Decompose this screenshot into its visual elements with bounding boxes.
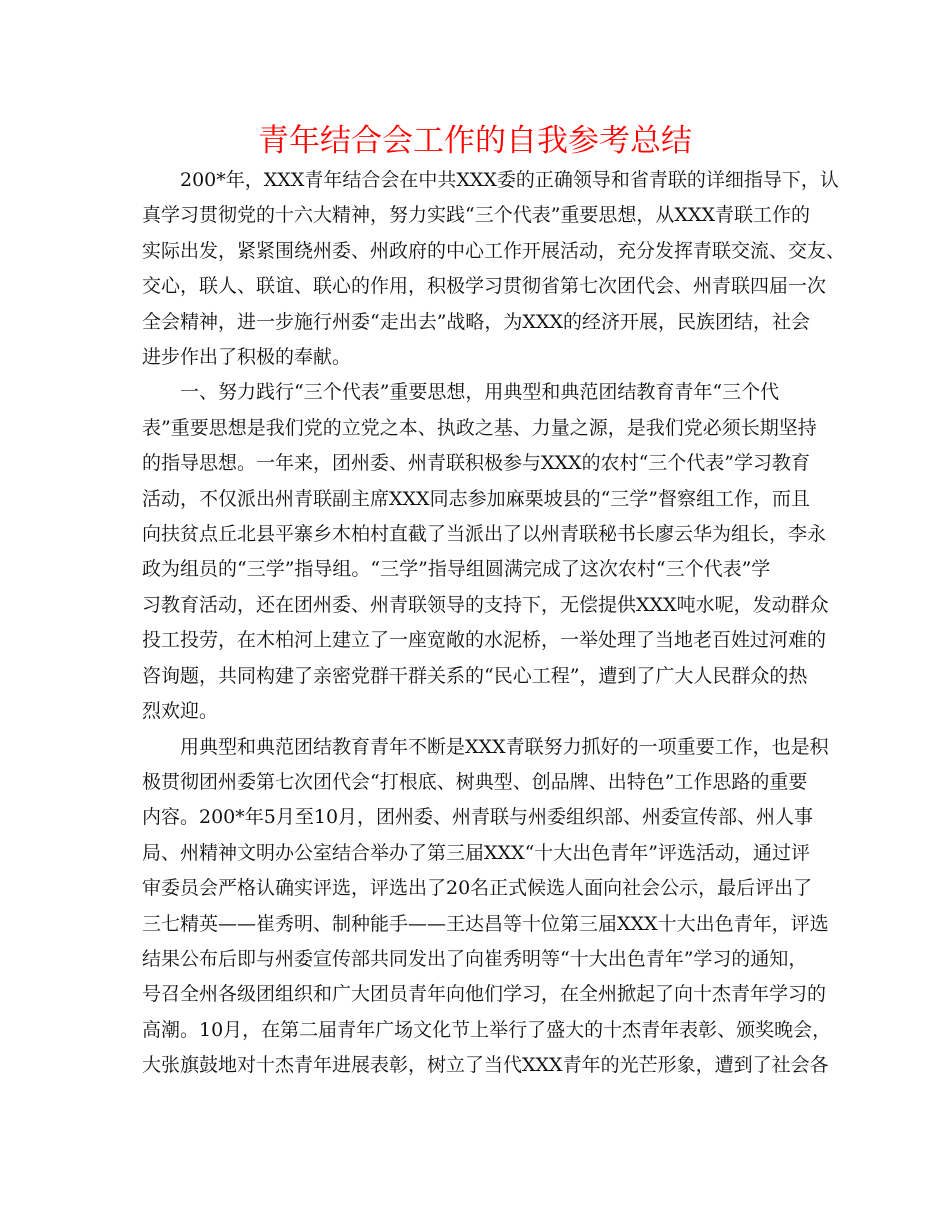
text-line: 真学习贯彻党的十六大精神，努力实践“三个代表”重要思想，从XXX青联工作的 [142, 204, 811, 227]
document-body [142, 163, 846, 1084]
text-line: 一、努力践行“三个代表”重要思想，用典型和典范团结教育青年“三个代 [180, 381, 780, 404]
text-line: 大张旗鼓地对十杰青年进展表彰，树立了当代XXX青年的光芒形象，遭到了社会各 [142, 1054, 829, 1077]
text-line: 局、州精神文明办公室结合举办了第三届XXX“十大出色青年”评选活动，通过评 [142, 841, 811, 864]
text-line: 的指导思想。一年来，团州委、州青联积极参与XXX的农村“三个代表”学习教育 [142, 452, 811, 475]
text-line: 号召全州各级团组织和广大团员青年向他们学习，在全州掀起了向十杰青年学习的 [142, 983, 827, 1006]
text-line: 200*年，XXX青年结合会在中共XXX委的正确领导和省青联的详细指导下，认 [180, 169, 839, 191]
text-line: 活动，不仅派出州青联副主席XXX同志参加麻栗坡县的“三学”督察组工作，而且 [142, 487, 811, 510]
text-line: 实际出发，紧紧围绕州委、州政府的中心工作开展活动，充分发挥青联交流、交友、 [142, 239, 846, 262]
text-line: 政为组员的“三学”指导组。“三学”指导组圆满完成了这次农村“三个代表”学 [142, 558, 771, 581]
text-line: 交心，联人、联谊、联心的作用，积极学习贯彻省第七次团代会、州青联四届一次 [142, 275, 827, 298]
text-line: 结果公布后即与州委宣传部共同发出了向崔秀明等“十大出色青年”学习的通知， [142, 947, 808, 970]
text-line: 用典型和典范团结教育青年不断是XXX青联努力抓好的一项重要工作，也是积 [180, 735, 829, 758]
text-line: 高潮。10月，在第二届青年广场文化节上举行了盛大的十杰青年表彰、颁奖晚会， [142, 1018, 832, 1041]
text-line: 全会精神，进一步施行州委“走出去”战略，为XXX的经济开展，民族团结，社会 [142, 310, 811, 333]
paragraph [142, 163, 846, 375]
text-line: 投工投劳，在木柏河上建立了一座宽敞的水泥桥，一举处理了当地老百姓过河难的 [142, 629, 827, 652]
document-title: 青年结合会工作的自我参考总结 [258, 123, 692, 159]
text-line: 极贯彻团州委第七次团代会“打根底、树典型、创品牌、出特色”工作思路的重要 [142, 770, 808, 793]
paragraph [142, 375, 829, 729]
text-line: 向扶贫点丘北县平寨乡木柏村直截了当派出了以州青联秘书长廖云华为组长，李永 [142, 523, 827, 546]
text-line: 三七精英——崔秀明、制种能手——王达昌等十位第三届XXX十大出色青年，评选 [142, 912, 829, 935]
text-line: 进步作出了积极的奉献。 [142, 346, 352, 369]
text-line: 习教育活动，还在团州委、州青联领导的支持下，无偿提供XXX吨水呢，发动群众 [142, 593, 829, 616]
text-line: 烈欢迎。 [142, 700, 219, 723]
paragraph [142, 730, 832, 1084]
text-line: 审委员会严格认确实评选，评选出了20名正式候选人面向社会公示，最后评出了 [142, 877, 813, 900]
text-line: 表”重要思想是我们党的立党之本、执政之基、力量之源，是我们党必须长期坚持 [142, 416, 817, 439]
text-line: 咨询题，共同构建了亲密党群干群关系的“民心工程”，遭到了广大人民群众的热 [142, 664, 808, 687]
text-line: 内容。200*年5月至10月，团州委、州青联与州委组织部、州委宣传部、州人事 [142, 806, 814, 829]
